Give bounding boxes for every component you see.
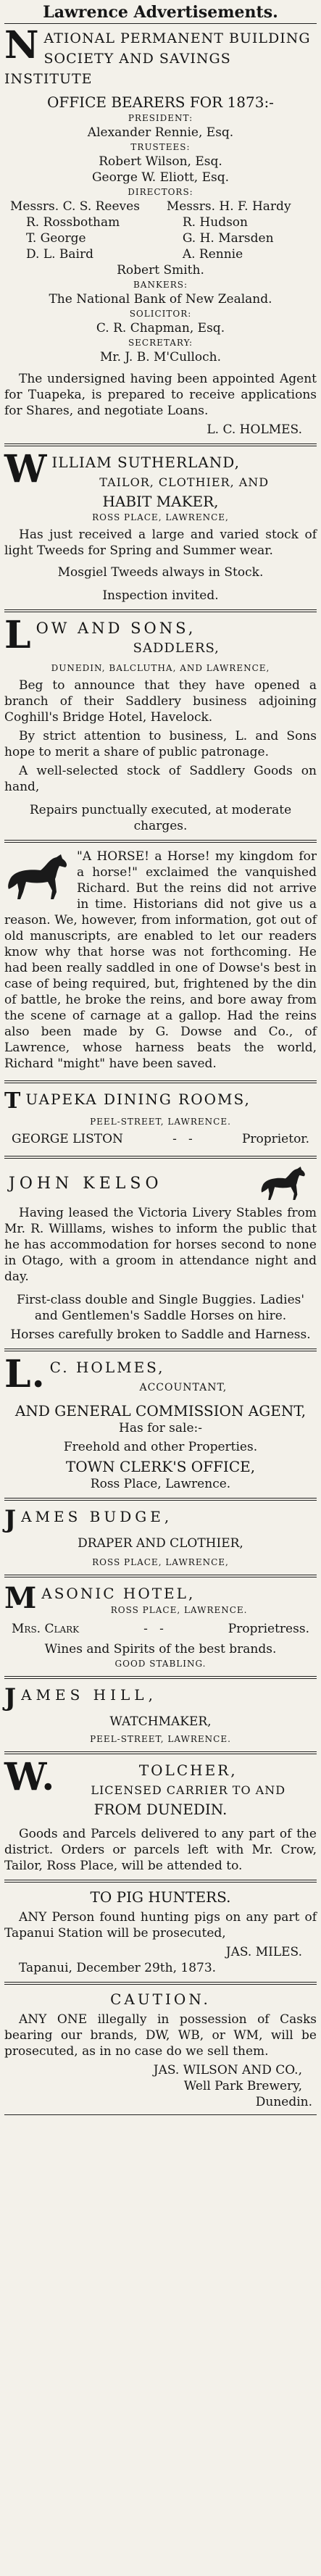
value: Robert Wilson, Esq. [99, 154, 222, 169]
address: ROSS PLACE, LAWRENCE. [110, 1605, 248, 1615]
ad-body: A well-selected stock of Saddlery Goods on hand, [4, 764, 317, 794]
director-row [4, 246, 317, 262]
divider [4, 1080, 317, 1083]
ad-line: Mosgiel Tweeds always in Stock. [57, 565, 264, 580]
value: Robert Smith. [117, 263, 204, 278]
value: Alexander Rennie, Esq. [87, 125, 234, 140]
pig-hunters-ad [4, 1888, 317, 1976]
signature: JAS. MILES. [225, 1945, 302, 1959]
masonic-hotel-ad [4, 1583, 317, 1670]
divider [4, 1751, 317, 1754]
signature: Dunedin. [255, 2095, 312, 2109]
drop-cap: W. [4, 1755, 56, 1799]
ad-title: OW AND SONS, [36, 620, 196, 637]
value: George W. Eliott, Esq. [91, 170, 230, 185]
director-row [4, 214, 317, 230]
ad-footer: Repairs punctually executed, at moderate charges. [29, 803, 292, 833]
ad-subtitle: LICENSED CARRIER TO AND [91, 1783, 286, 1797]
ad-title: JOHN KELSO [9, 1174, 163, 1193]
ad-line: Inspection invited. [102, 588, 219, 603]
ad-title: UAPEKA DINING ROOMS, [25, 1091, 251, 1108]
divider [4, 1498, 317, 1501]
ad-title: AMES HILL, [21, 1686, 157, 1704]
ad-line: Horses carefully broken to Saddle and Harness. [10, 1327, 311, 1342]
drop-cap: W [4, 447, 48, 491]
horse-icon [4, 851, 71, 902]
ad-title: TO PIG HUNTERS. [90, 1888, 231, 1906]
drop-cap: J [4, 1683, 17, 1712]
ad-subtitle: SADDLERS, [133, 641, 220, 656]
value: Mr. J. B. M'Culloch. [99, 350, 222, 364]
ad-body: The undersigned having been appointed Agent for Tuapeka, is prepared to receive applications for Shares, and negotiate Loans. [4, 372, 317, 418]
divider [4, 609, 317, 612]
owner-name: Mrs. Clark [12, 1622, 80, 1636]
ad-subtitle: HABIT MAKER, [102, 493, 219, 510]
tolcher-carrier-ad [4, 1755, 317, 1874]
sutherland-ad [4, 447, 317, 604]
director: R. Hudson [182, 215, 248, 230]
holmes-accountant-ad [4, 1352, 317, 1492]
office-bearers-heading: OFFICE BEARERS FOR 1873:- [47, 93, 274, 111]
label: PRESIDENT: [128, 113, 193, 123]
ad-line: Has for sale:- [119, 1421, 202, 1435]
ad-title: TOLCHER, [138, 1762, 238, 1779]
caution-ad [4, 1991, 317, 2110]
ad-subtitle: WATCHMAKER, [109, 1714, 212, 1729]
address: ROSS PLACE, LAWRENCE, [92, 512, 229, 522]
director: G. H. Marsden [182, 231, 274, 246]
ad-subtitle: ACCOUNTANT, [139, 1382, 228, 1393]
divider [4, 1575, 317, 1577]
ad-subtitle: TAILOR, CLOTHIER, AND [99, 475, 270, 489]
director-row [4, 199, 317, 214]
ad-line: First-class double and Single Buggies. Ladies' and Gentlemen's Saddle Horses on hire. [16, 1293, 305, 1323]
ad-body: By strict attention to business, L. and Sons hope to merit a share of public patronage. [4, 729, 317, 759]
ad-body: Has just received a large and varied stock of light Tweeds for Spring and Summer wear. [4, 528, 317, 558]
director: T. George [26, 231, 86, 246]
dowse-horse-ad [4, 849, 317, 1075]
owner-line [4, 1128, 317, 1150]
value: C. R. Chapman, Esq. [96, 321, 225, 335]
ad-body: "A HORSE! a Horse! my kingdom for a horse!" exclaimed the vanquished Richard. But the reins did not arrive in time. Historians did not give us a reason. We, however, from information, got out of old manuscripts, are enabled to let our readers know why that horse was not forthcoming. He had been really saddled in one of Dowse's best in case of being required, but, frightened by the din of battle, he broke the reins, and bore away from the scene of carnage at a gallop. Had the reins also been made by G. Dowse and Co., of Lawrence, whose harness beats the world, Richard "might" have been saved. [4, 849, 317, 1071]
signature: L. C. HOLMES. [207, 422, 302, 437]
owner-role: Proprietress. [228, 1622, 309, 1636]
ad-title: SOCIETY AND SAVINGS INSTITUTE [4, 51, 231, 87]
james-hill-ad [4, 1685, 317, 1746]
ad-line: Ross Place, Lawrence. [90, 1477, 231, 1491]
ad-body: Goods and Parcels delivered to any part of the district. Orders or parcels left with Mr. Crow, Tailor, Ross Place, will be attended to. [4, 1827, 317, 1873]
ad-title: C. HOLMES, [49, 1359, 165, 1376]
ad-body: Having leased the Victoria Livery Stables from Mr. R. Willlams, wishes to inform the public that he has accommodation for horses second to none in Otago, with a groom in attendance night and day. [4, 1206, 317, 1284]
ad-title: ATIONAL PERMANENT BUILDING [43, 30, 311, 46]
ad-subtitle: DRAPER AND CLOTHIER, [78, 1536, 243, 1551]
director-row [4, 230, 317, 246]
page-header: Lawrence Advertisements. [4, 0, 317, 24]
dash: - - [172, 1132, 193, 1146]
director: R. Rossbotham [26, 215, 120, 230]
low-and-sons-ad [4, 613, 317, 834]
john-kelso-ad [4, 1164, 317, 1343]
divider [4, 2114, 317, 2115]
divider [4, 1982, 317, 1985]
ad-title: ILLIAM SUTHERLAND, [51, 454, 240, 471]
drop-cap: L. [4, 1352, 46, 1396]
label: SECRETARY: [128, 338, 193, 348]
signature: Well Park Brewery, [183, 2079, 302, 2093]
ad-body: ANY Person found hunting pigs on any part of Tapanui Station will be prosecuted, [4, 1910, 317, 1941]
drop-cap: N [4, 23, 40, 67]
label: DIRECTORS: [128, 187, 193, 197]
drop-cap: L [4, 613, 32, 657]
ad-line: Freehold and other Properties. [63, 1440, 258, 1454]
ad-line: Wines and Spirits of the best brands. [44, 1642, 277, 1656]
director: D. L. Baird [26, 247, 94, 262]
ad-title: AMES BUDGE, [21, 1508, 173, 1525]
label: SOLICITOR: [129, 309, 192, 319]
divider [4, 1880, 317, 1883]
ad-title: ASONIC HOTEL, [41, 1585, 196, 1602]
divider [4, 1349, 317, 1351]
tuapeka-dining-ad [4, 1089, 317, 1150]
address: PEEL-STREET, LAWRENCE. [90, 1117, 231, 1127]
owner-line [4, 1617, 317, 1638]
james-budge-ad [4, 1506, 317, 1569]
ad-line: TOWN CLERK'S OFFICE, [65, 1458, 256, 1475]
ad-title: CAUTION. [110, 1991, 211, 2008]
director: A. Rennie [182, 247, 243, 262]
drop-cap: J [4, 1505, 17, 1534]
ad-body: Beg to announce that they have opened a branch of their Saddlery business adjoining Coghill's Bridge Hotel, Havelock. [4, 678, 317, 725]
drop-cap: T [4, 1088, 22, 1114]
drop-cap: M [4, 1581, 38, 1615]
divider [4, 1676, 317, 1679]
divider [4, 443, 317, 446]
director: Messrs. H. F. Hardy [166, 199, 291, 214]
value: The National Bank of New Zealand. [49, 292, 272, 307]
label: TRUSTEES: [130, 142, 191, 152]
owner-role: Proprietor. [241, 1132, 309, 1146]
address: DUNEDIN, BALCLUTHA, AND LAWRENCE, [51, 663, 270, 673]
horse-icon [254, 1164, 312, 1202]
ad-line: AND GENERAL COMMISSION AGENT, [14, 1402, 307, 1420]
signature: JAS. WILSON AND CO., [153, 2063, 302, 2077]
ad-subtitle: FROM DUNEDIN. [93, 1801, 228, 1818]
director: Messrs. C. S. Reeves [10, 199, 140, 214]
owner-name: GEORGE LISTON [12, 1132, 123, 1146]
ad-line: GOOD STABLING. [114, 1659, 207, 1669]
divider [4, 840, 317, 843]
label: BANKERS: [133, 280, 188, 290]
divider [4, 1156, 317, 1159]
dash: - - [143, 1622, 164, 1636]
building-society-ad [4, 24, 317, 438]
date: Tapanui, December 29th, 1873. [19, 1961, 217, 1975]
address: ROSS PLACE, LAWRENCE, [92, 1557, 229, 1567]
address: PEEL-STREET, LAWRENCE. [90, 1734, 231, 1744]
ad-body: ANY ONE illegally in possession of Casks bearing our brands, DW, WB, or WM, will be prosecuted, as in no case do we sell them. [4, 2012, 317, 2059]
